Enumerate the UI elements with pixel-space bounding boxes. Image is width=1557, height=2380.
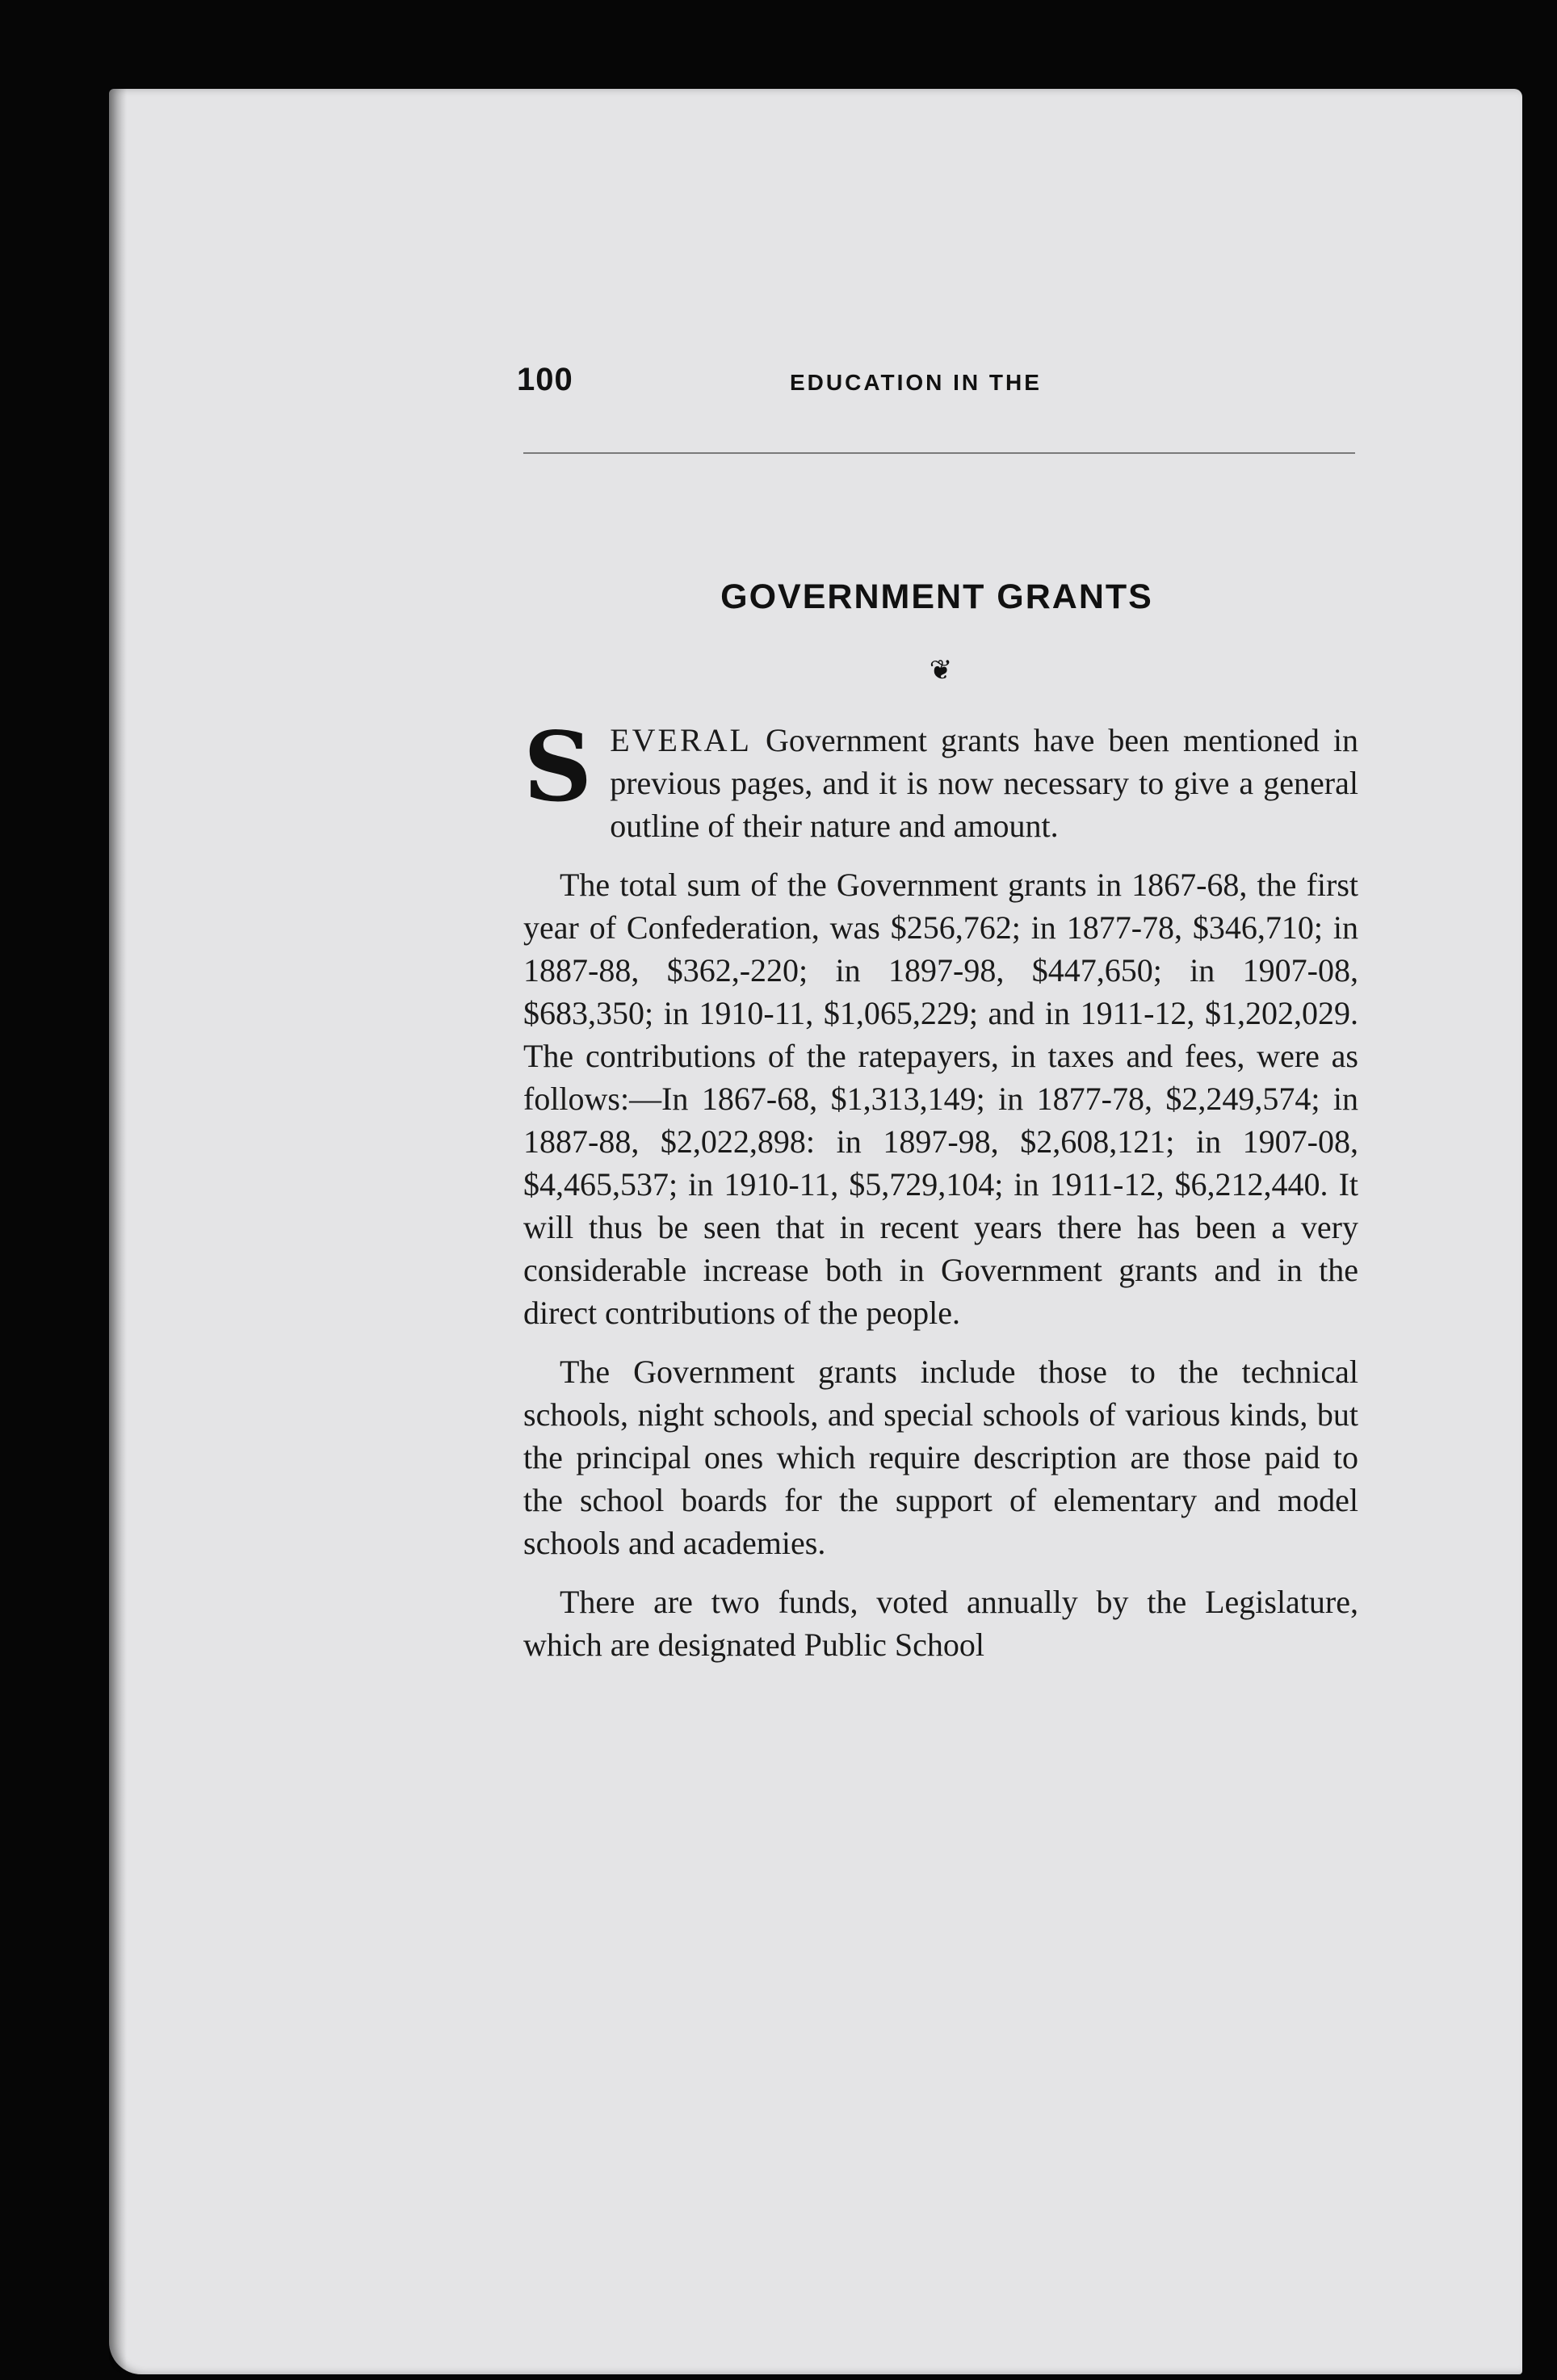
paragraph-3: The Government grants include those to the technical schools, night schools, and special schools of various kinds, but the principal ones which require description are those paid to the school boards for the support of elementary and model schools and academies. bbox=[523, 1354, 1358, 1561]
paragraph-1 bbox=[523, 711, 1358, 847]
page-header bbox=[517, 362, 1357, 410]
page-number: 100 bbox=[517, 362, 573, 397]
header-rule bbox=[523, 452, 1355, 454]
fleuron-ornament-icon: ❦ bbox=[929, 654, 953, 686]
drop-cap-continuation: EVERAL bbox=[610, 722, 752, 758]
page-binding-shadow bbox=[109, 89, 127, 2374]
chapter-title: GOVERNMENT GRANTS bbox=[720, 577, 1153, 616]
running-head: EDUCATION IN THE bbox=[790, 370, 1042, 395]
body-text bbox=[523, 711, 1358, 1682]
paragraph-1-text: Government grants have been mentioned in previous pages, and it is now necessary to give a general outline of their nature and amount. bbox=[610, 722, 1358, 844]
paragraph-4: There are two funds, voted annually by the Legislature, which are designated Public School bbox=[523, 1584, 1358, 1663]
paragraph-2: The total sum of the Government grants in 1867-68, the first year of Confederation, was $256,762; in 1877-78, $346,710; in 1887-88, $362,-220; in 1897-98, $447,650; in 1907-08, $683,350; in 1910-11, $1,065,229; and in 1911-12, $1,202,029. The contributions of the ratepayers, in taxes and fees, were as follows:—In 1867-68, $1,313,149; in 1877-78, $2,249,574; in 1887-88, $2,022,898: in 1897-98, $2,608,121; in 1907-08, $4,465,537; in 1910-11, $5,729,104; in 1911-12, $6,212,440. It will thus be seen that in recent years there has been a very considerable increase both in Government grants and in the direct contributions of the people. bbox=[523, 867, 1358, 1331]
drop-cap: S bbox=[523, 711, 593, 823]
